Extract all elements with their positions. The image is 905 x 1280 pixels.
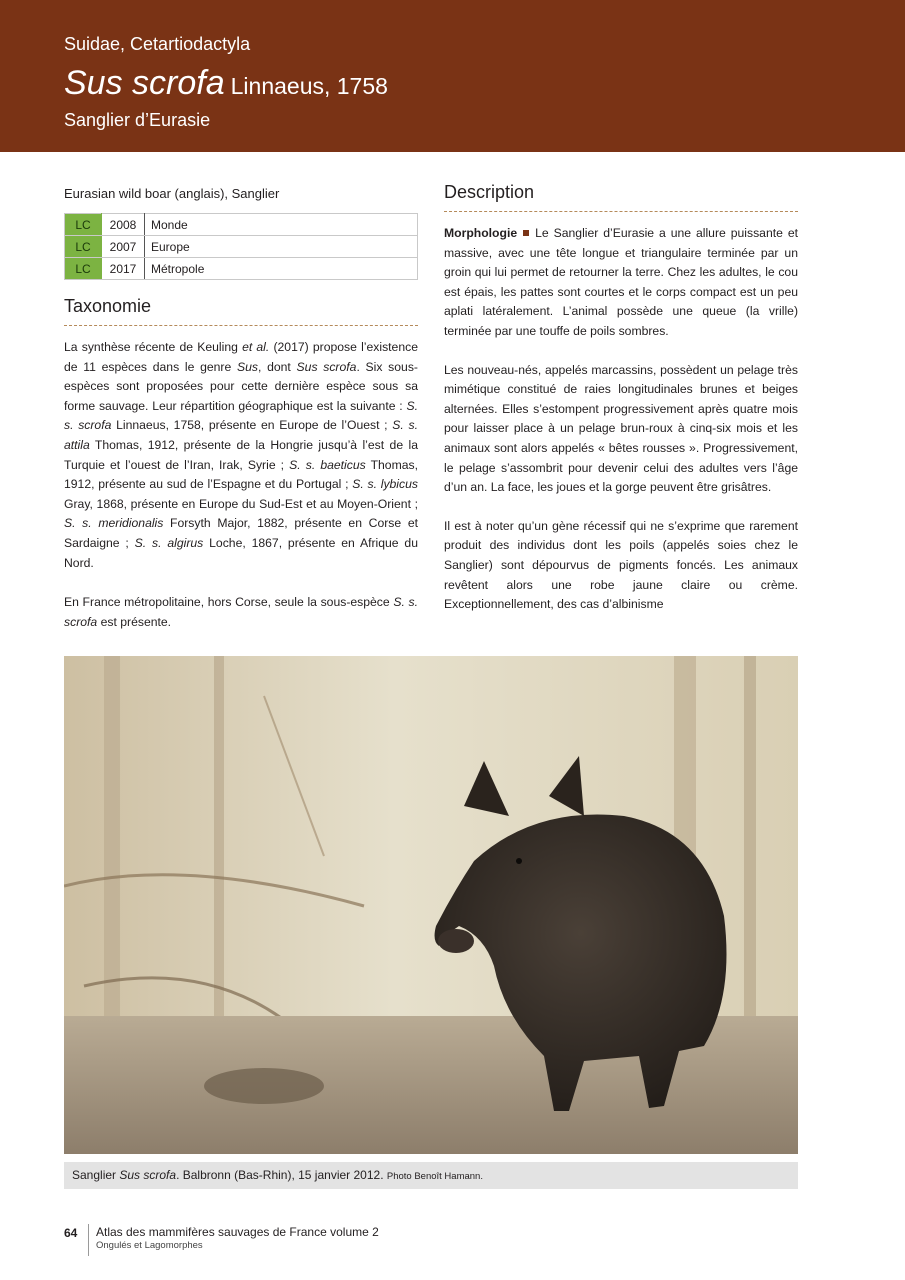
morphology-label: Morphologie [444, 226, 518, 240]
taxonomy-france-paragraph [64, 593, 418, 632]
text-run-italic: S. s. meridionalis [64, 516, 164, 531]
status-region: Monde [145, 214, 418, 236]
footer-divider [88, 1224, 89, 1256]
square-bullet-icon [523, 230, 529, 236]
text-run: est présente. [97, 614, 172, 629]
book-subtitle: Ongulés et Lagomorphes [96, 1240, 203, 1251]
vernacular-name: Sanglier d’Eurasie [64, 110, 211, 130]
text-run-italic: S. s. lybicus [352, 477, 418, 492]
status-category: LC [65, 258, 102, 280]
text-run-italic: Sus scrofa [119, 1168, 177, 1182]
juvenile-paragraph: Les nouveau-nés, appelés marcassins, possèdent un pelage très mimétique constitué de raies longitudinales brunes et beiges alternées. Elles s’estompent progressivement après quatre mois pour laisser place à un pelage brun-roux à cinq-six mois et les animaux sont alors appelés « bêtes rousses ». Progressivement, le pelage s’assombrit pour devenir celui des adultes vers l’âge d’un an. La face, les joues et la gorge peuvent être grisâtres. [444, 362, 798, 495]
morphology-paragraph [444, 224, 798, 342]
text-run: . Balbronn (Bas-Rhin), 15 janvier 2012. [176, 1168, 387, 1182]
text-run-italic: S. s. scrofa [64, 595, 418, 629]
taxonomy-heading: Taxonomie [64, 296, 418, 326]
species-authority: Linnaeus, 1758 [230, 73, 388, 99]
table-row [65, 214, 418, 236]
table-row [65, 258, 418, 280]
status-region: Métropole [145, 258, 418, 280]
status-year: 2008 [102, 214, 145, 236]
status-category: LC [65, 236, 102, 258]
text-run: Forsyth Major, 1882, présente en Corse et Sardaigne ; [64, 516, 418, 550]
text-run-italic: S. s. algirus [134, 535, 204, 550]
text-run: La synthèse récente de Keuling [64, 340, 243, 354]
status-year: 2017 [102, 258, 145, 280]
text-run: Linnaeus, 1758, présente en Europe de l’Ouest ; [111, 418, 393, 433]
text-run: Le Sanglier d’Eurasie a une allure puissante et massive, avec une tête longue et triangulaire terminée par un groin qui lui permet de retourner la terre. Chez les adultes, le cou est épais, les pattes sont courtes et le corps compact est un peu aplati latéralement. L’animal possède une queue (la vrille) terminée par une touffe de poils sombres. [444, 226, 798, 338]
page-number: 64 [64, 1226, 78, 1240]
family-order: Suidae, Cetartiodactyla [64, 34, 251, 54]
taxonomy-paragraph [64, 338, 418, 573]
text-run: Thomas, 1912, présente au sud de l’Espagne et du Portugal ; [64, 457, 418, 492]
text-run: (2017) propose l’existence de 11 espèces dans le genre [64, 340, 418, 374]
text-run-italic: Sus [236, 359, 258, 374]
text-run: Sanglier [72, 1168, 120, 1182]
text-run: Loche, 1867, présente en Afrique du Nord. [64, 535, 418, 570]
text-run-italic: S. s. baeticus [289, 457, 366, 472]
text-run-italic: et al. [242, 340, 270, 354]
left-column [64, 186, 418, 651]
description-heading: Description [444, 182, 798, 212]
text-run: . Six sous-espèces sont proposées pour cette dernière espèce sous sa forme sauvage. Leur répartition géographique est la suivante : [64, 359, 418, 413]
wild-boar-photo [64, 656, 798, 1154]
wild-boar-illustration [64, 656, 798, 1154]
text-run: Gray, 1868, présente en Europe du Sud-Est et au Moyen-Orient ; [64, 496, 418, 511]
species-title [64, 64, 388, 103]
status-category: LC [65, 214, 102, 236]
photo-caption [64, 1162, 798, 1189]
book-title: Atlas des mammifères sauvages de France volume 2 [96, 1225, 379, 1239]
text-run-italic: S. s. scrofa [64, 398, 418, 433]
conservation-status-table [64, 213, 418, 280]
right-column [444, 182, 798, 634]
text-run-italic: S. s. attila [64, 418, 418, 452]
photo-credit: Photo Benoît Hamann. [386, 1171, 483, 1182]
status-region: Europe [145, 236, 418, 258]
scientific-name: Sus scrofa [64, 64, 225, 102]
species-header-banner [0, 0, 905, 152]
text-run: Thomas, 1912, présente de la Hongrie jusqu’à l’est de la Turquie et l’ouest de l’Iran, Irak, Syrie ; [64, 437, 418, 472]
text-run: , dont [257, 359, 297, 374]
albinism-paragraph: Il est à noter qu’un gène récessif qui ne s’exprime que rarement produit des individus dont les poils (appelés soies chez le Sanglier) sont dépourvus de pigments foncés. Les animaux revêtent alors une robe jaune claire ou crème. Exceptionnellement, des cas d’albinisme [444, 518, 798, 612]
table-row [65, 236, 418, 258]
text-run-italic: Sus scrofa [296, 359, 357, 374]
text-run: En France métropolitaine, hors Corse, seule la sous-espèce [64, 595, 394, 610]
common-names: Eurasian wild boar (anglais), Sanglier [64, 186, 280, 201]
status-year: 2007 [102, 236, 145, 258]
